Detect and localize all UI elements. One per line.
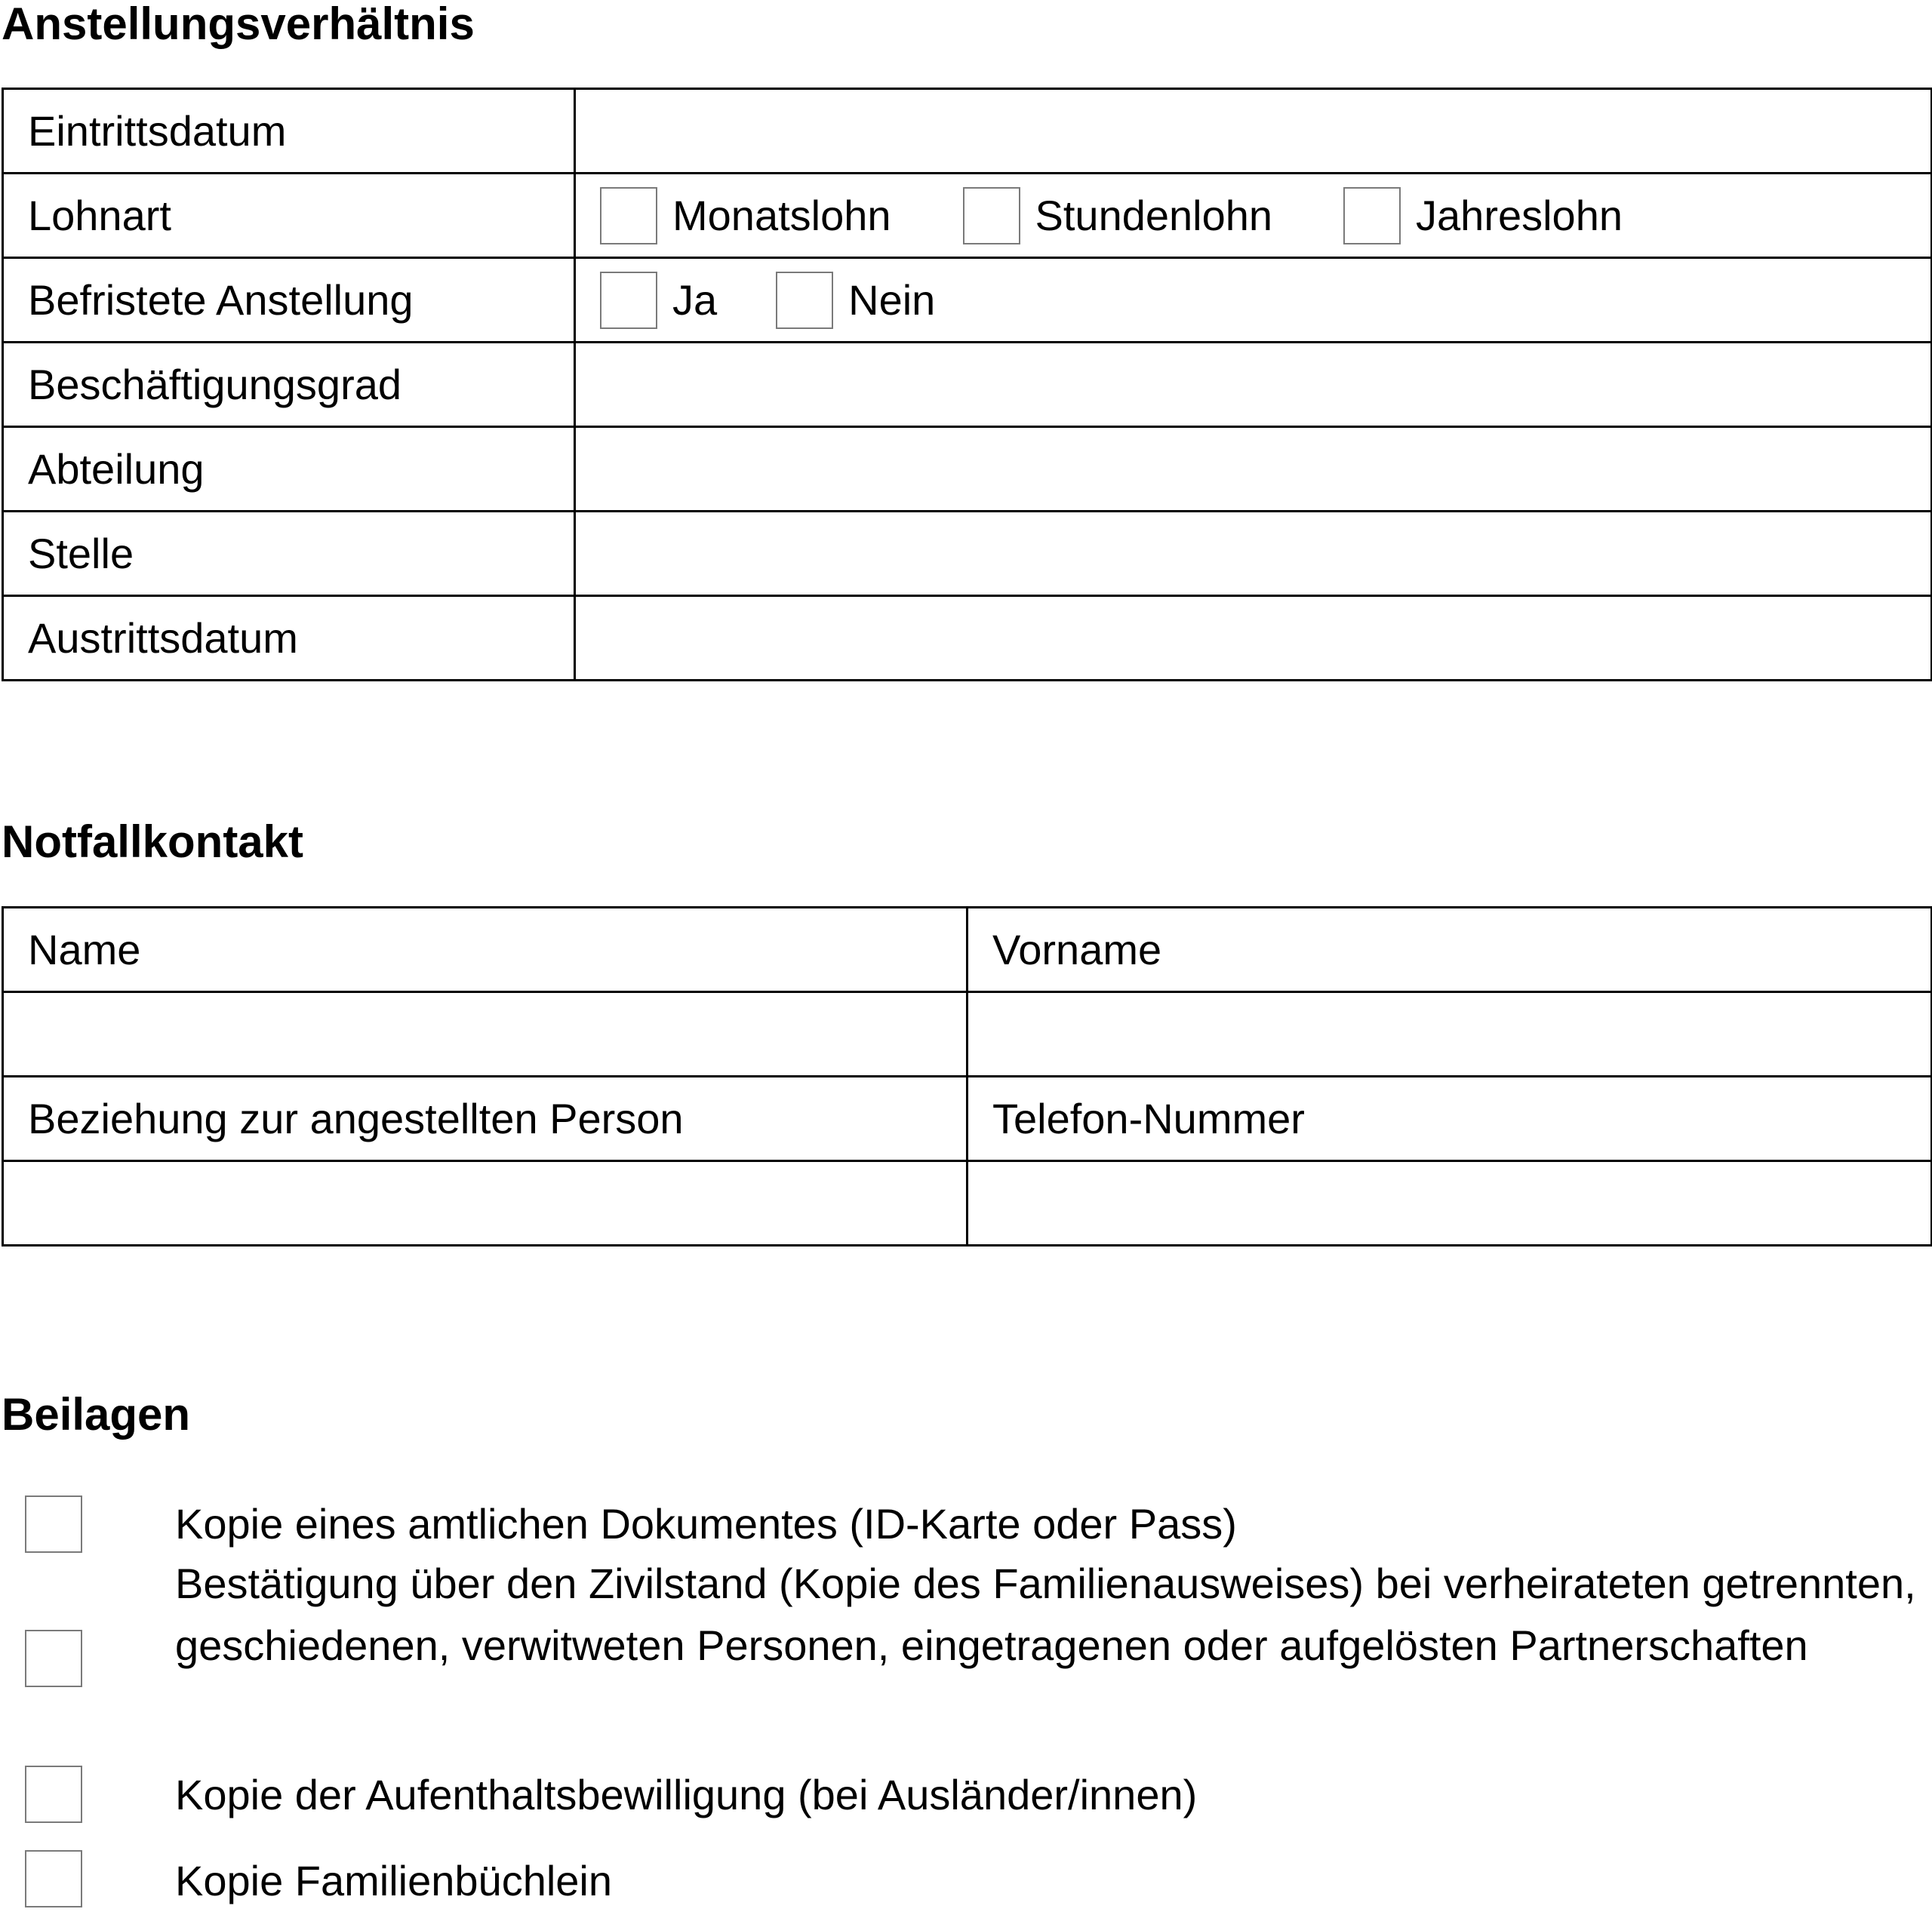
entry-date-label: Eintrittsdatum: [3, 89, 575, 174]
attachment-label-id-copy: Kopie eines amtlichen Dokumentes (ID-Karte oder Pass): [175, 1500, 1237, 1548]
fixed-term-no-checkbox[interactable]: [776, 272, 833, 329]
relationship-field[interactable]: [3, 1161, 968, 1246]
wage-option-hourly[interactable]: [963, 187, 1273, 244]
row-workload: [3, 343, 1932, 427]
position-field[interactable]: [575, 512, 1932, 596]
workload-field[interactable]: [575, 343, 1932, 427]
attachments-section-title: Beilagen: [2, 1389, 191, 1440]
attachment-label-civil-status: Bestätigung über den Zivilstand (Kopie des Familienausweises) bei verheirateten getrennten, geschiedenen, verwitweten Personen, eingetragenen oder aufgelösten Partnerschaften: [175, 1560, 1916, 1669]
workload-label: Beschäftigungsgrad: [3, 343, 575, 427]
emergency-table: [2, 906, 1932, 1246]
row-position: [3, 512, 1932, 596]
emergency-header-row-2: [3, 1077, 1932, 1161]
entry-date-field[interactable]: [575, 89, 1932, 174]
row-fixed-term: [3, 258, 1932, 343]
phone-field[interactable]: [968, 1161, 1932, 1246]
emergency-header-row-1: [3, 908, 1932, 992]
emergency-input-row-2: [3, 1161, 1932, 1246]
monthly-wage-checkbox[interactable]: [600, 187, 657, 244]
fixed-term-yes-label: Ja: [672, 275, 718, 324]
fixed-term-label: Befristete Anstellung: [3, 258, 575, 343]
wage-option-monthly[interactable]: [600, 187, 891, 244]
name-label: Name: [3, 908, 968, 992]
employment-section-title: Anstellungsverhältnis: [2, 0, 475, 49]
row-exit-date: [3, 596, 1932, 681]
hourly-wage-label: Stundenlohn: [1035, 191, 1273, 239]
wage-type-options: [575, 174, 1932, 258]
fixed-term-yes-checkbox[interactable]: [600, 272, 657, 329]
yearly-wage-checkbox[interactable]: [1343, 187, 1401, 244]
emergency-input-row-1: [3, 992, 1932, 1077]
hourly-wage-checkbox[interactable]: [963, 187, 1020, 244]
attachment-checkbox-civil-status[interactable]: [25, 1630, 82, 1687]
fixed-term-option-yes[interactable]: [600, 272, 717, 329]
attachment-checkbox-residence-permit[interactable]: [25, 1766, 82, 1823]
attachment-label-residence-permit: Kopie der Aufenthaltsbewilligung (bei Ausländer/innen): [175, 1771, 1198, 1818]
row-entry-date: [3, 89, 1932, 174]
position-label: Stelle: [3, 512, 575, 596]
monthly-wage-label: Monatslohn: [672, 191, 891, 239]
fixed-term-option-no[interactable]: [776, 272, 935, 329]
attachment-checkbox-id-copy[interactable]: [25, 1495, 82, 1553]
relationship-label: Beziehung zur angestellten Person: [3, 1077, 968, 1161]
wage-option-yearly[interactable]: [1343, 187, 1623, 244]
fixed-term-options: [575, 258, 1932, 343]
attachment-checkbox-family-booklet[interactable]: [25, 1850, 82, 1907]
department-field[interactable]: [575, 427, 1932, 512]
first-name-field[interactable]: [968, 992, 1932, 1077]
wage-type-label: Lohnart: [3, 174, 575, 258]
yearly-wage-label: Jahreslohn: [1416, 191, 1623, 239]
emergency-section-title: Notfallkontakt: [2, 816, 304, 867]
exit-date-field[interactable]: [575, 596, 1932, 681]
department-label: Abteilung: [3, 427, 575, 512]
exit-date-label: Austrittsdatum: [3, 596, 575, 681]
attachment-label-family-booklet: Kopie Familienbüchlein: [175, 1857, 613, 1904]
row-wage-type: [3, 174, 1932, 258]
phone-label: Telefon-Nummer: [968, 1077, 1932, 1161]
row-department: [3, 427, 1932, 512]
fixed-term-no-label: Nein: [848, 275, 936, 324]
first-name-label: Vorname: [968, 908, 1932, 992]
employment-table: [2, 88, 1932, 681]
name-field[interactable]: [3, 992, 968, 1077]
